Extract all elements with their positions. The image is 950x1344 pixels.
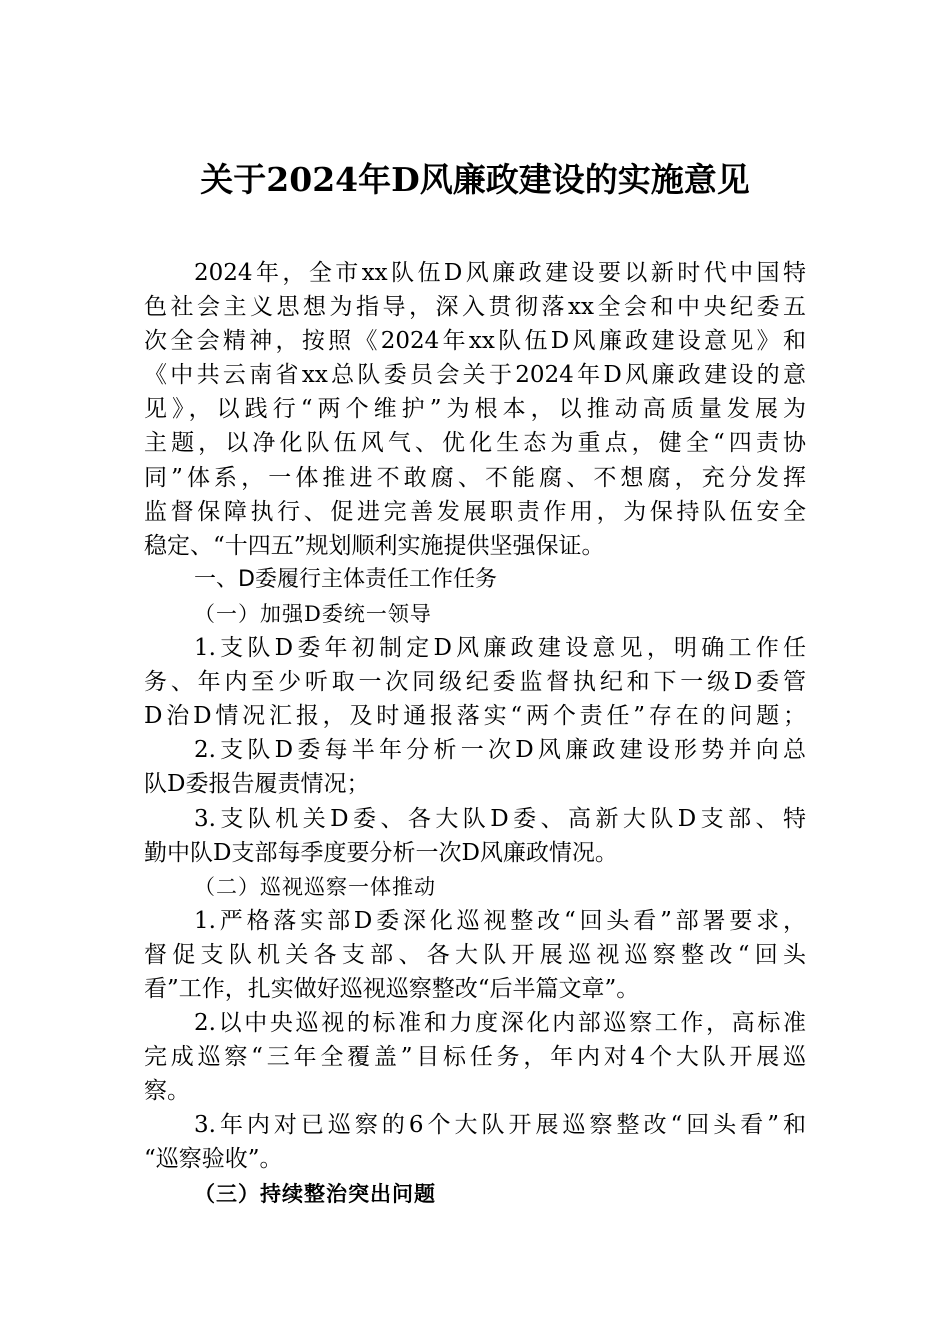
paragraph-line: 2.以中央巡视的标准和力度深化内部巡察工作，高标准 <box>194 1010 806 1037</box>
paragraph-line: 见》，以践行“两个维护”为根本，以推动高质量发展为 <box>144 396 806 423</box>
paragraph-line: 同”体系，一体推进不敢腐、不能腐、不想腐，充分发挥 <box>144 464 806 491</box>
paragraph-line: 勤中队D支部每季度要分析一次D风廉政情况。 <box>144 839 618 866</box>
document-title: 关于2024年D风廉政建设的实施意见 <box>200 160 750 199</box>
paragraph-line: D治D情况汇报，及时通报落实“两个责任”存在的问题； <box>144 703 806 730</box>
paragraph-line: 察。 <box>144 1078 190 1105</box>
paragraph-line: 次全会精神，按照《2024年xx队伍D风廉政建设意见》和 <box>144 328 806 355</box>
paragraph-line: 3.支队机关D委、各大队D委、高新大队D支部、特 <box>194 805 806 832</box>
subsection-heading: （二）巡视巡察一体推动 <box>194 874 436 899</box>
paragraph-line: 2.支队D委每半年分析一次D风廉政建设形势并向总 <box>194 737 806 764</box>
paragraph-line: 1.严格落实部D委深化巡视整改“回头看”部署要求， <box>194 907 806 934</box>
subsection-heading: （一）加强D委统一领导 <box>194 601 432 626</box>
paragraph-line: 《中共云南省xx总队委员会关于2024年D风廉政建设的意 <box>144 362 806 389</box>
paragraph-line: 2024年，全市xx队伍D风廉政建设要以新时代中国特 <box>194 260 806 286</box>
section-heading: 一、D委履行主体责任工作任务 <box>194 566 497 592</box>
paragraph-line: “巡察验收”。 <box>144 1146 283 1173</box>
paragraph-line: 色社会主义思想为指导，深入贯彻落xx全会和中央纪委五 <box>144 294 806 321</box>
paragraph-line: 队D委报告履责情况； <box>144 771 370 798</box>
subsection-heading: （三）持续整治突出问题 <box>194 1180 436 1206</box>
paragraph-line: 1.支队D委年初制定D风廉政建设意见，明确工作任 <box>194 635 806 662</box>
paragraph-line: 稳定、“十四五”规划顺利实施提供坚强保证。 <box>144 532 605 559</box>
paragraph-line: 3.年内对已巡察的6个大队开展巡察整改“回头看”和 <box>194 1112 806 1139</box>
document-body <box>144 256 806 1211</box>
paragraph-line: 完成巡察“三年全覆盖”目标任务，年内对4个大队开展巡 <box>144 1044 806 1071</box>
paragraph-line: 务、年内至少听取一次同级纪委监督执纪和下一级D委管 <box>144 669 806 696</box>
paragraph-line: 督促支队机关各支部、各大队开展巡视巡察整改“回头 <box>144 941 806 968</box>
paragraph-line: 主题，以净化队伍风气、优化生态为重点，健全“四责协 <box>144 430 806 457</box>
paragraph-line: 看”工作，扎实做好巡视巡察整改“后半篇文章”。 <box>144 975 640 1002</box>
paragraph-line: 监督保障执行、促进完善发展职责作用，为保持队伍安全 <box>144 498 806 525</box>
